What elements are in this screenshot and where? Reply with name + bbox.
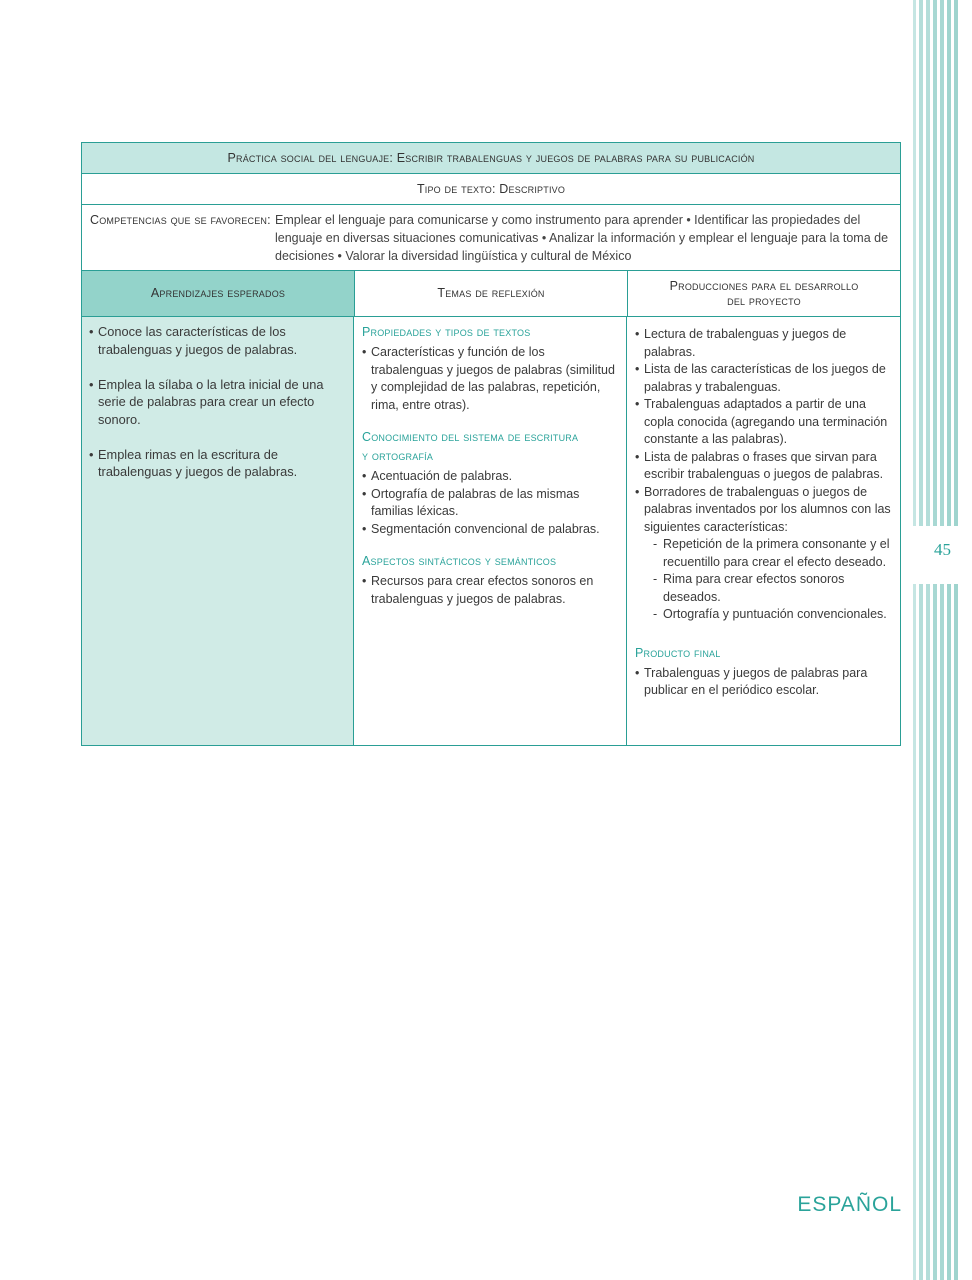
list-item: • Ortografía de palabras de las mismas familias léxicas. bbox=[362, 486, 618, 521]
list-item: • Trabalenguas y juegos de palabras para publicar en el periódico escolar. bbox=[635, 665, 892, 700]
section-title: Aspectos sintácticos y semánticos bbox=[362, 554, 557, 568]
curriculum-table bbox=[81, 142, 901, 746]
list-item: • Lista de las características de los juegos de palabras y trabalenguas. bbox=[635, 361, 892, 396]
col-header-aprendizajes: Aprendizajes esperados bbox=[82, 271, 355, 316]
decorative-stripe bbox=[954, 0, 958, 1280]
decorative-stripe bbox=[926, 0, 930, 1280]
section-title bbox=[362, 428, 618, 466]
col-header-temas: Temas de reflexión bbox=[355, 271, 628, 316]
decorative-stripe bbox=[933, 0, 937, 1280]
sub-list-item: - Repetición de la primera consonante y el recuentillo para crear el efecto deseado. bbox=[653, 536, 892, 571]
producciones-column bbox=[627, 317, 900, 745]
decorative-stripe bbox=[940, 0, 944, 1280]
sub-list-item: - Ortografía y puntuación convencionales. bbox=[653, 606, 892, 624]
list-item: • Lista de palabras o frases que sirvan para escribir trabalenguas o juegos de palabras. bbox=[635, 449, 892, 484]
decorative-stripe bbox=[919, 0, 923, 1280]
section-title-line2: y ortografía bbox=[362, 449, 434, 463]
competencias-text: Emplear el lenguaje para comunicarse y como instrumento para aprender • Identificar las propiedades del lenguaje en diversas situaciones comunicativas • Analizar la información y emplear el lenguaje para la toma de decisiones • Valorar la diversidad lingüística y cultural de México bbox=[275, 213, 889, 263]
list-item: • Lectura de trabalenguas y juegos de palabras. bbox=[635, 326, 892, 361]
list-item: • Segmentación convencional de palabras. bbox=[362, 521, 618, 539]
page-number: 45 bbox=[934, 540, 951, 559]
section-title: Propiedades y tipos de textos bbox=[362, 325, 531, 339]
list-item: • Acentuación de palabras. bbox=[362, 468, 618, 486]
decorative-stripe bbox=[947, 0, 951, 1280]
competencias-label: Competencias que se favorecen: bbox=[90, 213, 271, 227]
decorative-stripe bbox=[913, 0, 916, 1280]
column-headers bbox=[82, 271, 900, 317]
col-header-producciones bbox=[628, 271, 900, 316]
tipo-texto-header: Tipo de texto: Descriptivo bbox=[82, 174, 900, 205]
table-body bbox=[82, 317, 900, 745]
subject-label: ESPAÑOL bbox=[797, 1193, 902, 1216]
list-item: • Características y función de los trabalenguas y juegos de palabras (similitud y complejidad de las palabras, repetición, rima, entre otras). bbox=[362, 344, 618, 414]
list-item: • Recursos para crear efectos sonoros en trabalenguas y juegos de palabras. bbox=[362, 573, 618, 608]
aprendizajes-column bbox=[82, 317, 354, 745]
section-title-line1: Conocimiento del sistema de escritura bbox=[362, 430, 579, 444]
list-item: • Emplea rimas en la escritura de trabalenguas y juegos de palabras. bbox=[89, 446, 347, 481]
competencias-row bbox=[82, 205, 900, 271]
practica-social-header: Práctica social del lenguaje: Escribir trabalenguas y juegos de palabras para su publicación bbox=[82, 143, 900, 174]
list-item: • Emplea la sílaba o la letra inicial de una serie de palabras para crear un efecto sonoro. bbox=[89, 376, 347, 429]
list-item: • Borradores de trabalenguas o juegos de palabras inventados por los alumnos con las siguientes características: bbox=[635, 484, 892, 537]
section-title: Producto final bbox=[635, 645, 721, 660]
list-item: • Trabalenguas adaptados a partir de una copla conocida (agregando una terminación constante a las palabras). bbox=[635, 396, 892, 449]
list-item: • Conoce las características de los trabalenguas y juegos de palabras. bbox=[89, 323, 347, 358]
temas-column bbox=[354, 317, 627, 745]
sub-list-item: - Rima para crear efectos sonoros deseados. bbox=[653, 571, 892, 606]
col-header-producciones-line1: Producciones para el desarrollo bbox=[669, 278, 859, 293]
col-header-producciones-line2: del proyecto bbox=[727, 293, 801, 308]
